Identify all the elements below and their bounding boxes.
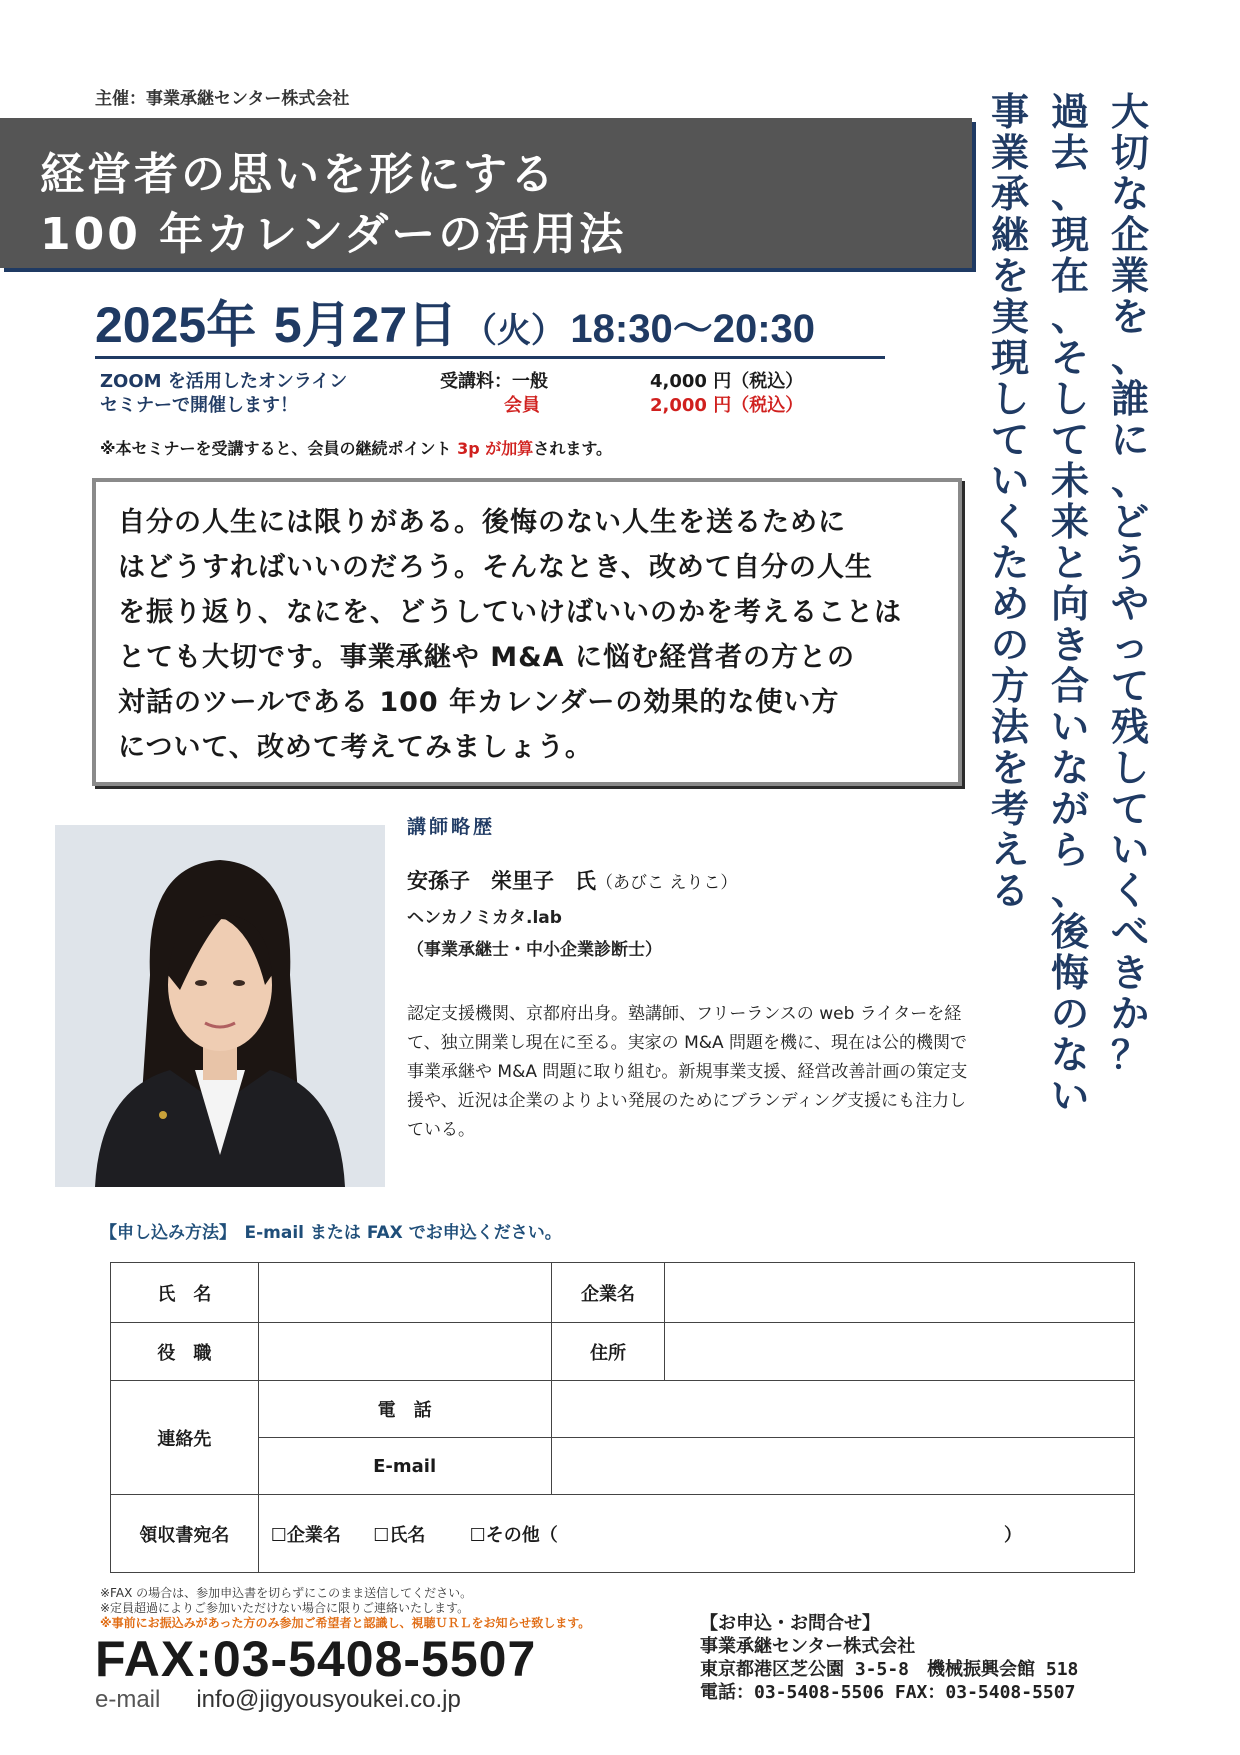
message-line: 対話のツールである 100 年カレンダーの効果的な使い方 xyxy=(118,687,840,718)
email-label-text: e-mail xyxy=(95,1686,161,1713)
vertical-catch-2: 過 去 、 現 在 、 そ し て 未 来 と 向 き 合 い な が ら 、 後 悔 の な い xyxy=(1050,90,1089,1118)
date-weekday: （火） xyxy=(462,311,565,351)
vertical-catch-3: 事 業 承 継 を 実 現 し て い く た め の 方 法 を 考 え る xyxy=(990,90,1029,913)
receipt-label: 領収書宛名 xyxy=(111,1495,259,1573)
contact-email xyxy=(95,1686,461,1714)
address-input[interactable] xyxy=(665,1323,1135,1381)
message-line: を振り返り、なにを、どうしていけばいいのかを考えることは xyxy=(118,597,902,628)
fee-general-price: 4,000 円（税込） xyxy=(650,371,804,392)
apply-method: 【申し込み方法】 E-mail または FAX でお申込ください。 xyxy=(100,1223,562,1243)
lecturer-bio: 認定支援機関、京都府出身。塾講師、フリーランスの web ライターを経て、独立開業し現在に至る。実家の M&A 問題を機に、現在は公的機関で事業承継や M&A 問題に取り組む。新規事業支援、経営改善計画の策定支援や、近況は企業のよりよい発展のためにブランディング支援にも注力している。 xyxy=(407,1004,968,1140)
lecturer-name xyxy=(407,865,737,895)
fee-values xyxy=(650,370,803,418)
lecturer-reading: （あびこ えりこ） xyxy=(596,873,738,893)
date-monthday: 5月27日 xyxy=(273,297,458,353)
name-input[interactable] xyxy=(258,1263,551,1323)
date-year: 2025年 xyxy=(95,297,257,353)
lecturer-org: ヘンカノミカタ.lab xyxy=(407,908,562,928)
receipt-options xyxy=(258,1495,1134,1573)
profile-heading: 講師略歴 xyxy=(407,816,496,838)
vertical-catch-1: 大 切 な 企 業 を 、 誰 に 、 ど う や っ て 残 し て い く べ き か ？ xyxy=(1110,90,1149,1077)
footnote-2: ※定員超過によりご参加いただけない場合に限りご連絡いたします。 xyxy=(100,1601,470,1615)
receipt-option-other[interactable]: ☐その他（ xyxy=(469,1524,558,1546)
fee-labels xyxy=(440,370,548,418)
contact-label: 連絡先 xyxy=(111,1381,259,1495)
contact-company: 事業承継センター株式会社 xyxy=(700,1636,916,1657)
online-line-1: ZOOM を活用したオンライン xyxy=(100,371,348,392)
note-mid: が加算 xyxy=(479,439,534,458)
contact-address: 東京都港区芝公園 3-5-8 機械振興会館 518 xyxy=(700,1659,1079,1680)
fee-member-label: 会員 xyxy=(504,395,540,416)
footnote-3: ※事前にお振込みがあった方のみ参加ご希望者と認識し、視聴ＵＲＬをお知らせ致します。 xyxy=(100,1616,591,1630)
note-points: 3p xyxy=(457,439,480,458)
message-line: について、改めて考えてみましょう。 xyxy=(118,732,593,763)
lecturer-name-text: 安孫子 栄里子 氏 xyxy=(407,869,596,893)
note-pre: ※本セミナーを受講すると、会員の継続ポイント xyxy=(100,439,458,458)
footnote-1: ※FAX の場合は、参加申込書を切らずにこのまま送信してください。 xyxy=(100,1586,473,1600)
company-input[interactable] xyxy=(665,1263,1135,1323)
title-line-1: 経営者の思いを形にする xyxy=(40,149,557,200)
email-address[interactable]: info@jigyousyoukei.co.jp xyxy=(196,1686,461,1713)
online-line-2: セミナーで開催します！ xyxy=(100,395,298,416)
message-line: はどうすればいいのだろう。そんなとき、改めて自分の人生 xyxy=(118,552,873,583)
lecturer-photo xyxy=(55,825,385,1187)
phone-input[interactable] xyxy=(551,1381,1134,1438)
application-form xyxy=(110,1262,1135,1573)
fee-member-price: 2,000 円（税込） xyxy=(650,395,804,416)
contact-heading: 【お申込・お問合せ】 xyxy=(700,1613,880,1634)
position-input[interactable] xyxy=(258,1323,551,1381)
event-date xyxy=(95,285,815,357)
message-line: 自分の人生には限りがある。後悔のない人生を送るために xyxy=(118,507,846,538)
title-line-2: 100 年カレンダーの活用法 xyxy=(40,209,627,260)
date-underline xyxy=(95,356,885,359)
address-label: 住所 xyxy=(551,1323,665,1381)
title-banner xyxy=(0,118,972,268)
company-label: 企業名 xyxy=(551,1263,665,1323)
lecturer-qualification: （事業承継士・中小企業診断士） xyxy=(407,940,662,960)
fax-number: FAX:03-5408-5507 xyxy=(95,1631,537,1687)
note-post: されます。 xyxy=(533,439,613,458)
receipt-option-company[interactable]: ☐企業名 xyxy=(270,1524,341,1546)
message-line: とても大切です。事業承継や M&A に悩む経営者の方との xyxy=(118,642,855,673)
email-input[interactable] xyxy=(551,1438,1134,1495)
date-time: 18:30〜20:30 xyxy=(570,307,816,351)
contact-phone: 電話：03-5408-5506 FAX：03-5408-5507 xyxy=(700,1682,1076,1703)
points-note xyxy=(100,436,612,459)
organizer: 主催：事業承継センター株式会社 xyxy=(95,89,350,109)
position-label: 役 職 xyxy=(111,1323,259,1381)
receipt-option-close: ） xyxy=(1004,1524,1023,1546)
contact-block xyxy=(700,1612,1078,1704)
fee-general-label: 受講料：一般 xyxy=(440,371,548,392)
phone-label: 電 話 xyxy=(258,1381,551,1438)
online-info xyxy=(100,370,347,418)
email-label: E-mail xyxy=(258,1438,551,1495)
message-box xyxy=(92,478,962,786)
receipt-option-name[interactable]: ☐氏名 xyxy=(373,1524,426,1546)
name-label: 氏 名 xyxy=(111,1263,259,1323)
